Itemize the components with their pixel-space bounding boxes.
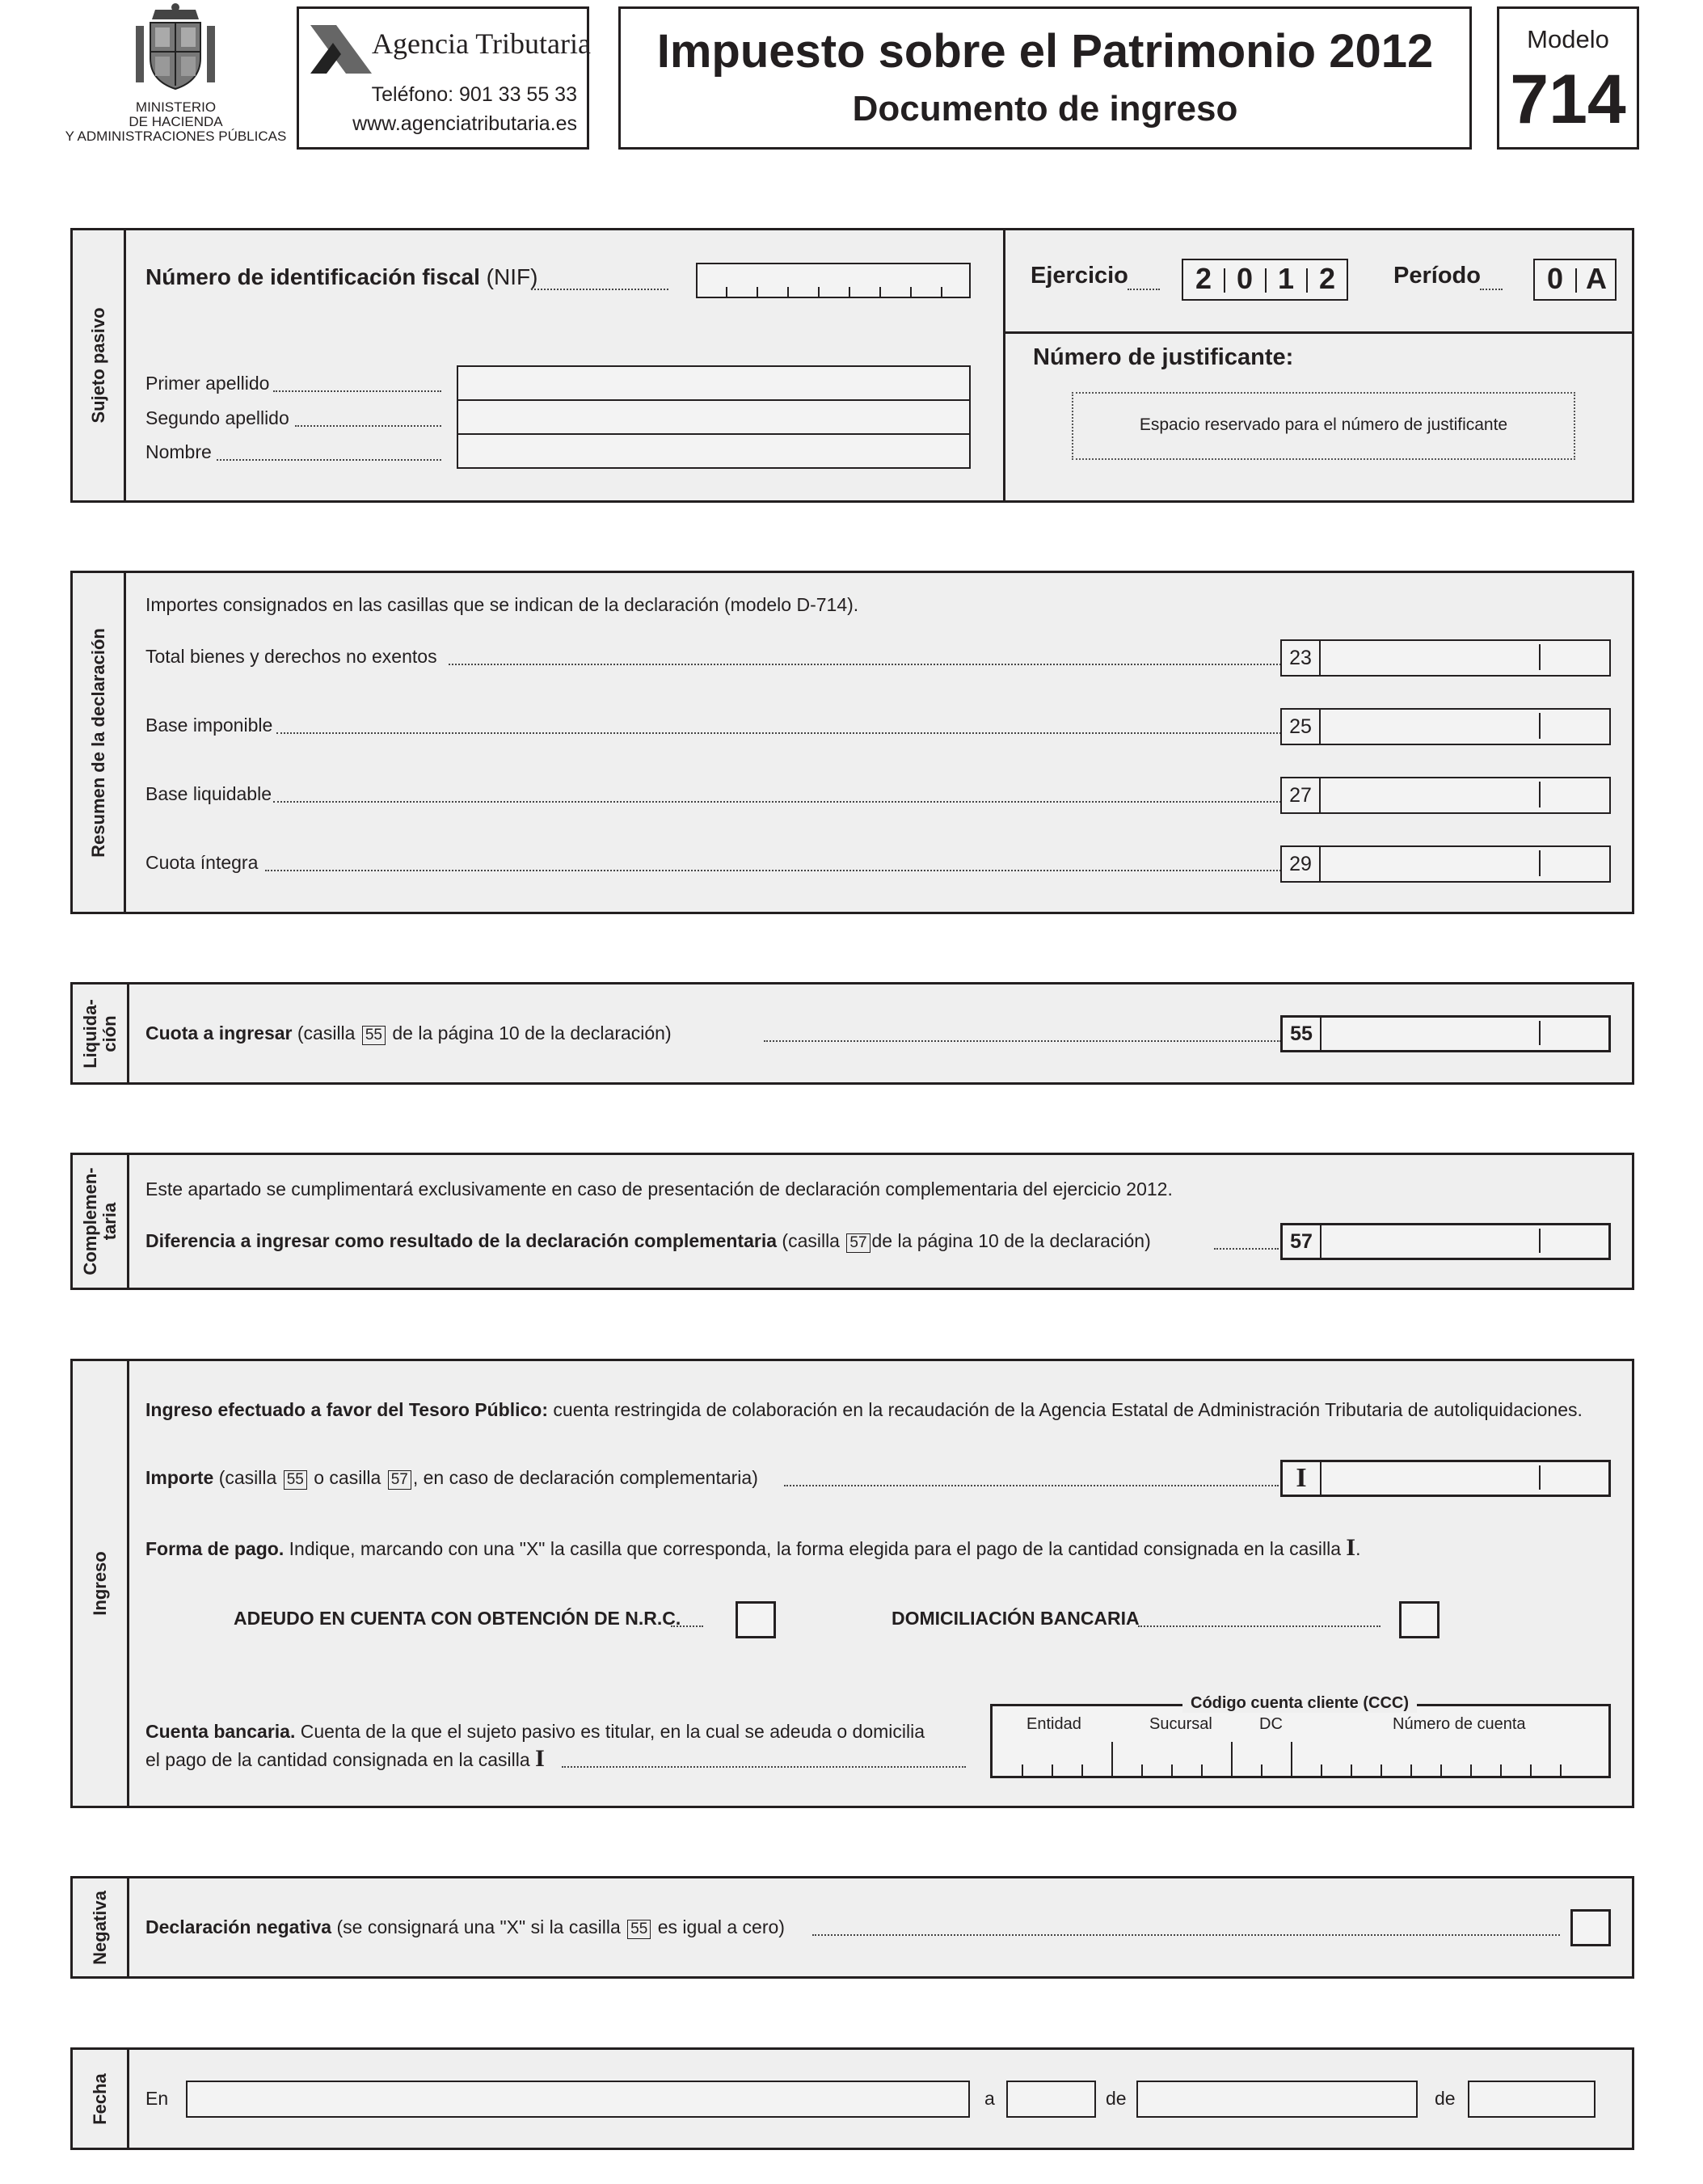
ccc-title: Código cuenta cliente (CCC) bbox=[1182, 1693, 1417, 1713]
periodo-field: 0 A bbox=[1533, 259, 1617, 301]
agency-name: Agencia Tributaria bbox=[372, 27, 591, 60]
divider-vertical bbox=[1003, 230, 1005, 500]
modelo-box bbox=[1497, 6, 1639, 150]
justificante-label: Número de justificante: bbox=[1033, 344, 1294, 370]
section-resumen: Resumen de la declaración Importes consignados en las casillas que se indican de la declaración (modelo D-714). Total bienes y derechos no exentos 23 Base imponible 25 Base liquidable 27 Cuota íntegra 29 bbox=[70, 571, 1634, 914]
ingreso-favor-text: Ingreso efectuado a favor del Tesoro Público: cuenta restringida de colaboración en la recaudación de la Agencia Estatal de Administración Tributaria de autoliquidaciones. bbox=[145, 1399, 1583, 1420]
casilla-57-field[interactable]: 57 bbox=[1280, 1223, 1611, 1260]
nif-label: Número de identificación fiscal (NIF) bbox=[145, 264, 538, 289]
diferencia-ingresar-label: Diferencia a ingresar como resultado de la declaración complementaria (casilla 57 de la página 10 de la declaración) bbox=[145, 1230, 1151, 1251]
fecha-de-label-2: de bbox=[1435, 2088, 1456, 2109]
complementaria-intro: Este apartado se cumplimentará exclusivamente en caso de presentación de declaración complementaria del ejercicio 2012. bbox=[145, 1178, 1173, 1200]
section-sujeto-pasivo: Sujeto pasivo Número de identificación fiscal (NIF) Primer apellido Segundo apellido Nombre Ejercicio 2 0 1 2 Período 0 A Número de justificante: Espacio reservado para el número de justificante bbox=[70, 228, 1634, 503]
ministry-logo bbox=[65, 0, 287, 154]
primer-apellido-label: Primer apellido bbox=[145, 373, 270, 394]
divider-horizontal bbox=[1003, 331, 1632, 334]
importe-label: Importe (casilla 55 o casilla 57 , en caso de declaración complementaria) bbox=[145, 1467, 758, 1488]
page-subtitle: Documento de ingreso bbox=[852, 89, 1238, 129]
agency-phone: Teléfono: 901 33 55 33 bbox=[371, 83, 577, 106]
domiciliacion-checkbox[interactable] bbox=[1399, 1601, 1440, 1638]
cuota-ingresar-label: Cuota a ingresar (casilla 55 de la página 10 de la declaración) bbox=[145, 1022, 672, 1044]
section-complementaria: Complemen- taria Este apartado se cumplimentará exclusivamente en caso de presentación de declaración complementaria del ejercicio 2012. Diferencia a ingresar como resultado de la declaración complementaria (casilla 57 de la página 10 de la declaración) 57 bbox=[70, 1153, 1634, 1290]
fecha-de-label-1: de bbox=[1106, 2088, 1127, 2109]
ministry-name: MINISTERIO DE HACIENDA Y ADMINISTRACIONES PÚBLICAS bbox=[65, 99, 287, 144]
casilla-55-field[interactable]: 55 bbox=[1280, 1015, 1611, 1052]
agency-website: www.agenciatributaria.es bbox=[352, 112, 577, 135]
justificante-field: Espacio reservado para el número de justificante bbox=[1072, 392, 1575, 460]
agency-box bbox=[297, 6, 589, 150]
casilla-27-field[interactable]: 27 bbox=[1280, 777, 1611, 814]
primer-apellido-field[interactable] bbox=[457, 365, 971, 401]
adeudo-checkbox[interactable] bbox=[736, 1601, 776, 1638]
adeudo-label: ADEUDO EN CUENTA CON OBTENCIÓN DE N.R.C. bbox=[234, 1608, 681, 1629]
cuenta-bancaria-text: Cuenta bancaria. Cuenta de la que el sujeto pasivo es titular, en la cual se adeuda o domicilia bbox=[145, 1721, 925, 1742]
domiciliacion-label: DOMICILIACIÓN BANCARIA bbox=[892, 1608, 1140, 1629]
nif-field[interactable] bbox=[696, 263, 971, 298]
section-negativa-box: Negativa Declaración negativa (se consignará una "X" si la casilla 55 es igual a cero) bbox=[70, 1876, 1634, 1979]
cuenta-bancaria-line2: el pago de la cantidad consignada en la casilla I bbox=[145, 1745, 545, 1772]
agency-logo-icon bbox=[309, 23, 373, 75]
declaracion-negativa-label: Declaración negativa (se consignará una "X" si la casilla 55 es igual a cero) bbox=[145, 1916, 785, 1937]
casilla-I-field[interactable]: I bbox=[1280, 1460, 1611, 1497]
page-title: Impuesto sobre el Patrimonio 2012 bbox=[656, 25, 1434, 78]
nombre-label: Nombre bbox=[145, 441, 212, 462]
ejercicio-label: Ejercicio bbox=[1031, 263, 1128, 289]
nombre-field[interactable] bbox=[457, 433, 971, 469]
forma-pago-text: Forma de pago. Indique, marcando con una "X" la casilla que corresponda, la forma elegida para el pago de la cantidad consignada en la casilla I. bbox=[145, 1534, 1361, 1561]
section-ingreso: Ingreso Ingreso efectuado a favor del Tesoro Público: cuenta restringida de colaboración en la recaudación de la Agencia Estatal de Administración Tributaria de autoliquidaciones. Importe (casilla 55 o casilla 57 , en caso de declaración complementaria) I Forma de pago. Indique, marcando con una "X" la casilla que corresponda, la forma elegida para el pago de la cantidad consignada en la casilla I. ADEUDO EN CUENTA CON OBTENCIÓN DE N.R.C. DOMICILIACIÓN BANCARIA Cuenta bancaria. Cuenta de la que el sujeto pasivo es titular, en la cual se adeuda o domicilia el pago de la cantidad consignada en la casilla I Código cuenta cliente (CCC) Entidad Sucursal DC Número de cuenta bbox=[70, 1359, 1634, 1808]
fecha-anio-field[interactable] bbox=[1468, 2081, 1596, 2118]
negativa-checkbox[interactable] bbox=[1570, 1909, 1611, 1946]
fecha-en-label: En bbox=[145, 2088, 169, 2109]
ccc-field[interactable]: Código cuenta cliente (CCC) Entidad Sucursal DC Número de cuenta bbox=[990, 1704, 1611, 1778]
section-liquidacion: Liquida- ción Cuota a ingresar (casilla 55 de la página 10 de la declaración) 55 bbox=[70, 982, 1634, 1085]
title-box bbox=[618, 6, 1472, 150]
fecha-lugar-field[interactable] bbox=[186, 2081, 970, 2118]
coat-of-arms-icon bbox=[131, 2, 220, 97]
casilla-23-field[interactable]: 23 bbox=[1280, 639, 1611, 677]
casilla-25-field[interactable]: 25 bbox=[1280, 708, 1611, 745]
section-fecha: Fecha En a de de bbox=[70, 2047, 1634, 2150]
resumen-intro: Importes consignados en las casillas que se indican de la declaración (modelo D-714). bbox=[145, 594, 859, 615]
fecha-a-label: a bbox=[984, 2088, 995, 2109]
ejercicio-field: 2 0 1 2 bbox=[1182, 259, 1348, 301]
casilla-29-field[interactable]: 29 bbox=[1280, 845, 1611, 883]
fecha-mes-field[interactable] bbox=[1136, 2081, 1418, 2118]
fecha-dia-field[interactable] bbox=[1006, 2081, 1096, 2118]
periodo-label: Período bbox=[1393, 263, 1481, 289]
modelo-label: Modelo bbox=[1527, 25, 1609, 53]
modelo-number: 714 bbox=[1510, 61, 1626, 138]
segundo-apellido-label: Segundo apellido bbox=[145, 407, 289, 428]
segundo-apellido-field[interactable] bbox=[457, 399, 971, 435]
